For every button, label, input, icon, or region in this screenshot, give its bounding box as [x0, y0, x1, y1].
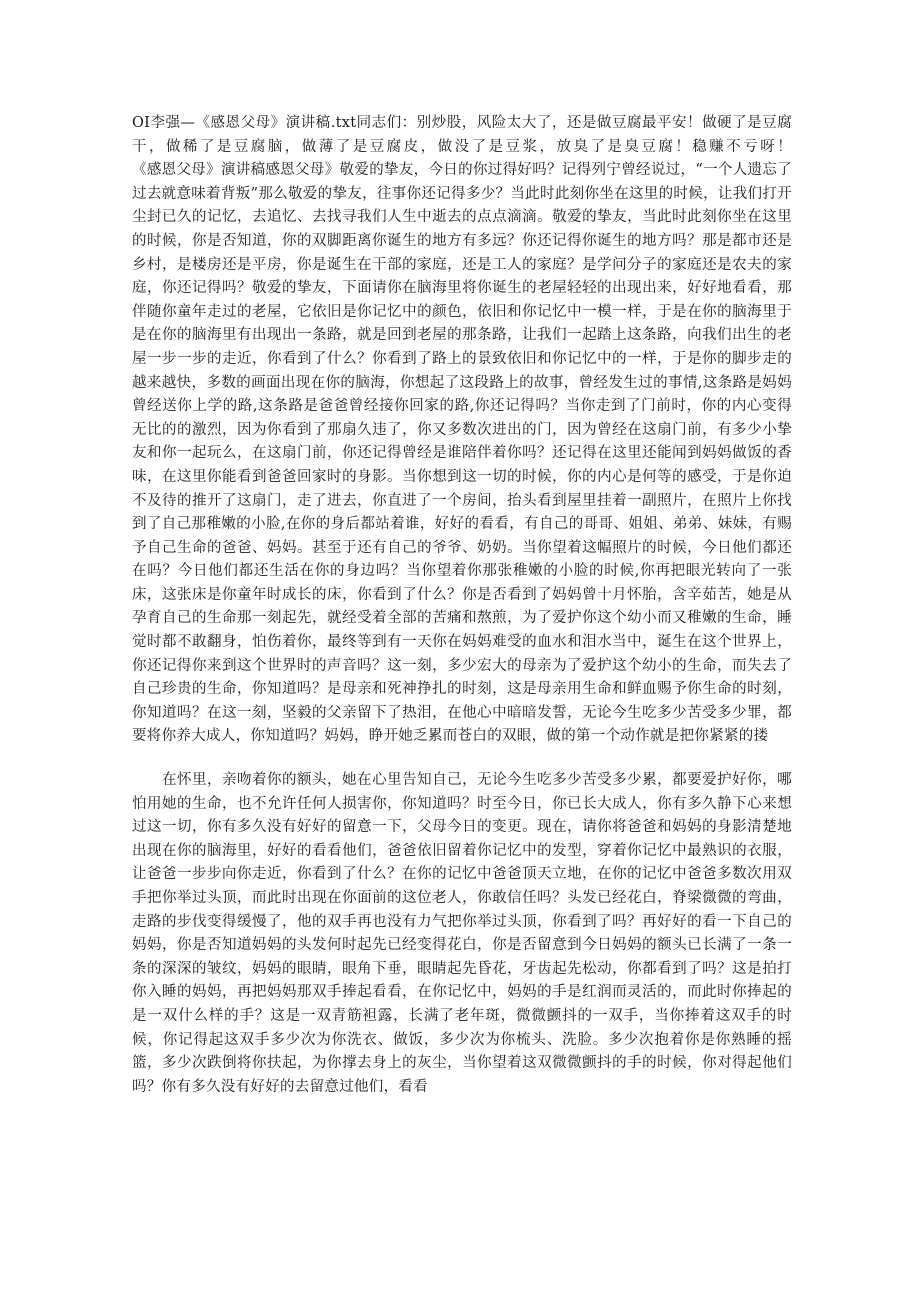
paragraph-gap	[132, 749, 792, 769]
body-paragraph-1: OI李强—《感恩父母》演讲稿.txt同志们：别炒股，风险太大了，还是做豆腐最平安！做硬了是豆腐干，做稀了是豆腐脑，做薄了是豆腐皮，做没了是豆浆，放臭了是臭豆腐！稳赚不亏呀！ 《感恩父母》演讲稿感恩父母》敬爱的挚友，今日的你过得好吗？记得列宁曾经说过，“一个人遗忘了过去就意味着背叛”那么敬爱的挚友，往事你还记得多少？当此时此刻你坐在这里的时候，让我们打开尘封已久的记忆，去追忆、去找寻我们人生中逝去的点点滴滴。敬爱的挚友，当此时此刻你坐在这里的时候，你是否知道，你的双脚距离你诞生的地方有多远？你还记得你诞生的地方吗？那是都市还是乡村，是楼房还是平房，你是诞生在干部的家庭，还是工人的家庭？是学问分子的家庭还是农夫的家庭，你还记得吗？敬爱的挚友，下面请你在脑海里将你诞生的老屋轻轻的出现出来，好好地看看，那伴随你童年走过的老屋，它依旧是你记忆中的颜色，依旧和你记忆中一模一样，于是在你的脑海里于是在你的脑海里有出现出一条路，就是回到老屋的那条路，让我们一起踏上这条路，向我们出生的老屋一步一步的走近，你看到了什么？你看到了路上的景致依旧和你记忆中的一样，于是你的脚步走的越来越快，多数的画面出现在你的脑海，你想起了这段路上的故事，曾经发生过的事情,这条路是妈妈曾经送你上学的路,这条路是爸爸曾经接你回家的路,你还记得吗？当你走到了门前时，你的内心变得无比的的激烈，因为你看到了那扇久违了，你又多数次进出的门，因为曾经在这扇门前，有多少小挚友和你一起玩么，在这扇门前，你还记得曾经是谁陪伴着你吗？还记得在这里还能闻到妈妈做饭的香味，在这里你能看到爸爸回家时的身影。当你想到这一切的时候，你的内心是何等的感受，于是你迫不及待的推开了这扇门，走了进去，你直进了一个房间，抬头看到屋里挂着一副照片，在照片上你找到了自己那稚嫩的小脸,在你的身后都站着谁，好好的看看，有自己的哥哥、姐姐、弟弟、妹妹，有赐予自己生命的爸爸、妈妈。甚至于还有自己的爷爷、奶奶。当你望着这幅照片的时候，今日他们都还在吗？今日他们都还生活在你的身边吗？当你望着你那张稚嫩的小脸的时候,你再把眼光转向了一张床，这张床是你童年时成长的床，你看到了什么？你是否看到了妈妈曾十月怀胎，含辛茹苦，她是从孕育自己的生命那一刻起先，就经受着全部的苦痛和熬煎，为了爱护你这个幼小而又稚嫩的生命，睡觉时都不敢翻身，怕伤着你，最终等到有一天你在妈妈难受的血水和泪水当中，诞生在这个世界上，你还记得你来到这个世界时的声音吗？这一刻，多少宏大的母亲为了爱护这个幼小的生命，而失去了自己珍贵的生命，你知道吗？是母亲和死神挣扎的时刻，这是母亲用生命和鲜血赐予你生命的时刻，你知道吗？在这一刻，坚毅的父亲留下了热泪，在他心中暗暗发誓，无论今生吃多少苦受多少罪，都要将你养大成人，你知道吗？妈妈，睁开她乏累而苍白的双眼，做的第一个动作就是把你紧紧的搂	[132, 115, 881, 745]
document-page	[132, 112, 881, 1099]
body-paragraph-2: 在怀里，亲吻着你的额头，她在心里告知自己，无论今生吃多少苦受多少累，都要爱护好你，哪怕用她的生命，也不允许任何人损害你，你知道吗？时至今日，你已长大成人，你有多久静下心来想过这一切，你有多久没有好好的留意一下，父母今日的变更。现在，请你将爸爸和妈妈的身影清楚地出现在你的脑海里，好好的看看他们，爸爸依旧留着你记忆中的发型，穿着你记忆中最熟识的衣服，让爸爸一步步向你走近，你看到了什么？在你的记忆中爸爸顶天立地，在你的记忆中爸爸多数次用双手把你举过头顶，而此时出现在你面前的这位老人，你敢信任吗？头发已经花白，脊梁微微的弯曲，走路的步伐变得缓慢了，他的双手再也没有力气把你举过头顶，你看到了吗？再好好的看一下自己的妈妈，你是否知道妈妈的头发何时起先已经变得花白，你是否留意到今日妈妈的额头已长满了一条一条的深深的皱纹，妈妈的眼睛，眼角下垂，眼睛起先昏花，牙齿起先松动，你都看到了吗？这是拍打你入睡的妈妈，再把妈妈那双手捧起看看，在你记忆中，妈妈的手是红润而灵活的，而此时你捧起的是一双什么样的手？这是一双青筋袒露，长满了老年斑，微微颤抖的一双手，当你捧着这双手的时候，你记得起这双手多少次为你洗衣、做饭，多少次为你梳头、洗脸。多少次抱着你是你熟睡的摇篮，多少次跌倒将你扶起，为你撑去身上的灰尘，当你望着这双微微颤抖的手的时候，你对得起他们吗？你有多久没有好好的去留意过他们，看看	[132, 772, 792, 1095]
